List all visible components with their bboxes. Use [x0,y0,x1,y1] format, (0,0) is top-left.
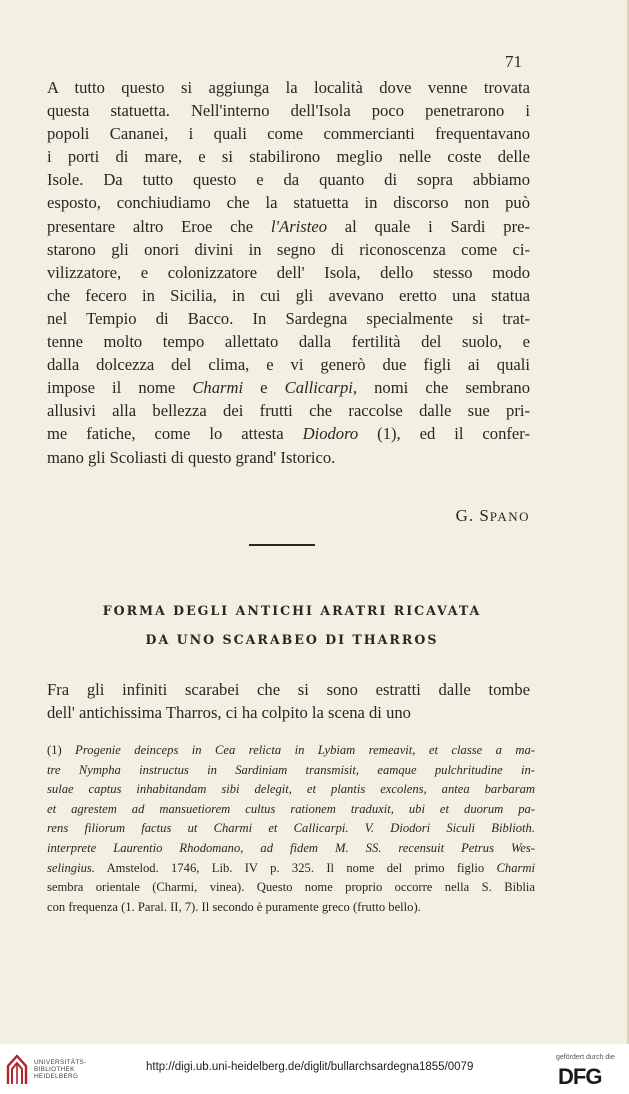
article-heading-line-2: DA UNO SCARABEO DI THARROS [145,632,439,647]
text-run: me fatiche, come lo attesta [47,424,303,444]
main-paragraph-line: starono gli onori divini in segno di riconoscenza come ci- [47,239,530,259]
text-run: , nomi che sembrano [352,378,530,398]
library-name-line-3: HEIDELBERG [34,1073,79,1080]
section-divider [249,544,315,546]
footnote-line: con frequenza (1. Paral. II, 7). Il secondo è puramente greco (frutto bello). [47,899,421,914]
main-paragraph-line: esposto, conchiudiamo che la statuetta in discorso non può [47,193,530,213]
footnote [47,741,535,917]
main-paragraph-line [47,422,530,445]
main-paragraph-line: Isole. Da tutto questo e da quanto di sopra abbiamo [47,170,530,190]
main-paragraph-line [47,376,530,399]
library-name [34,1059,87,1080]
text-run: presentare altro Eroe che [47,216,271,236]
footnote-line: interprete Laurentio Rhodomano, ad fidem M. SS. recensuit Petrus Wes- [47,840,535,855]
article-heading-line-1: FORMA DEGLI ANTICHI ARATRI RICAVATA [102,603,482,618]
main-paragraph-line: popoli Cananei, i quali come commercianti frequentavano [47,124,530,144]
main-paragraph-line [47,215,530,238]
dfg-logo: DFG [558,1064,602,1089]
library-name-line-2: BIBLIOTHEK [34,1066,75,1073]
source-url-link[interactable]: http://digi.ub.uni-heidelberg.de/diglit/bullarchsardegna1855/0079 [146,1061,474,1073]
sponsor-label: gefördert durch die [556,1054,615,1061]
text-run: e [243,378,285,398]
italic-name: l'Aristeo [270,216,328,236]
second-paragraph-line: dell' antichissima Tharros, ci ha colpito la scena di uno [47,703,411,723]
signature-rest: PANO [489,509,530,524]
main-paragraph-line: che fecero in Sicilia, in cui gli avevano eretto una statua [47,285,530,305]
footnote-line: selingius. Amstelod. 1746, Lib. IV p. 325. Il nome del primo figlio Charmi [47,860,535,875]
italic-name: Callicarpi [284,378,353,398]
main-paragraph-line: allusivi alla bellezza dei frutti che raccolse dalle sue pri- [47,401,530,421]
main-paragraph [47,76,530,469]
text-run: al quale i Sardi pre- [327,216,530,236]
text-run: impose il nome [47,378,193,398]
second-paragraph-line: Fra gli infiniti scarabei che si sono estratti dalle tombe [47,680,530,699]
main-paragraph-line: A tutto questo si aggiunga la località dove venne trovata [47,78,530,97]
text-run: (1), ed il confer- [358,424,531,444]
main-paragraph-line: mano gli Scoliasti di questo grand' Istorico. [47,447,336,467]
second-paragraph [47,678,530,724]
italic-name: Diodoro [302,424,359,444]
main-paragraph-line: i porti di mare, e si stabilirono meglio nelle coste delle [47,147,530,167]
library-name-line-1: UNIVERSITÄTS- [34,1059,87,1066]
footnote-line: tre Nympha instructus in Sardiniam transmisit, eamque pulchritudine in- [47,762,535,777]
signature-initial: G. S [455,506,490,525]
heidelberg-library-logo-icon [6,1052,28,1086]
page-number: 71 [505,52,522,71]
footnote-line: sembra orientale (Charmi, vinea). Questo nome proprio occorre nella S. Biblia [47,880,535,895]
footnote-line: et agrestem ad mansuetiorem cultus rationem traduxit, ubi et duorum pa- [47,801,535,816]
footnote-line: sulae captus inhabitandam sibi delegit, et plantis excolens, antea barbaram [47,782,535,797]
main-paragraph-line: questa statuetta. Nell'interno dell'Isola poco penetrarono i [47,101,530,121]
footnote-line: (1) Progenie deinceps in Cea relicta in Lybiam remeavit, et classe a ma- [47,743,535,757]
author-signature [420,506,530,526]
main-paragraph-line: tenne molto tempo allettato dalla fertilità del suolo, e [47,332,530,352]
footnote-line: rens filiorum factus ut Charmi et Callicarpi. V. Diodori Siculi Biblioth. [47,821,535,836]
main-paragraph-line: dalla dolcezza del clima, e vi generò due figli ai quali [47,355,530,375]
main-paragraph-line: nel Tempio di Bacco. In Sardegna specialmente si trat- [47,308,530,328]
italic-name: Charmi [192,378,244,398]
main-paragraph-line: vilizzatore, e colonizzatore dell' Isola, dello stesso modo [47,262,530,282]
